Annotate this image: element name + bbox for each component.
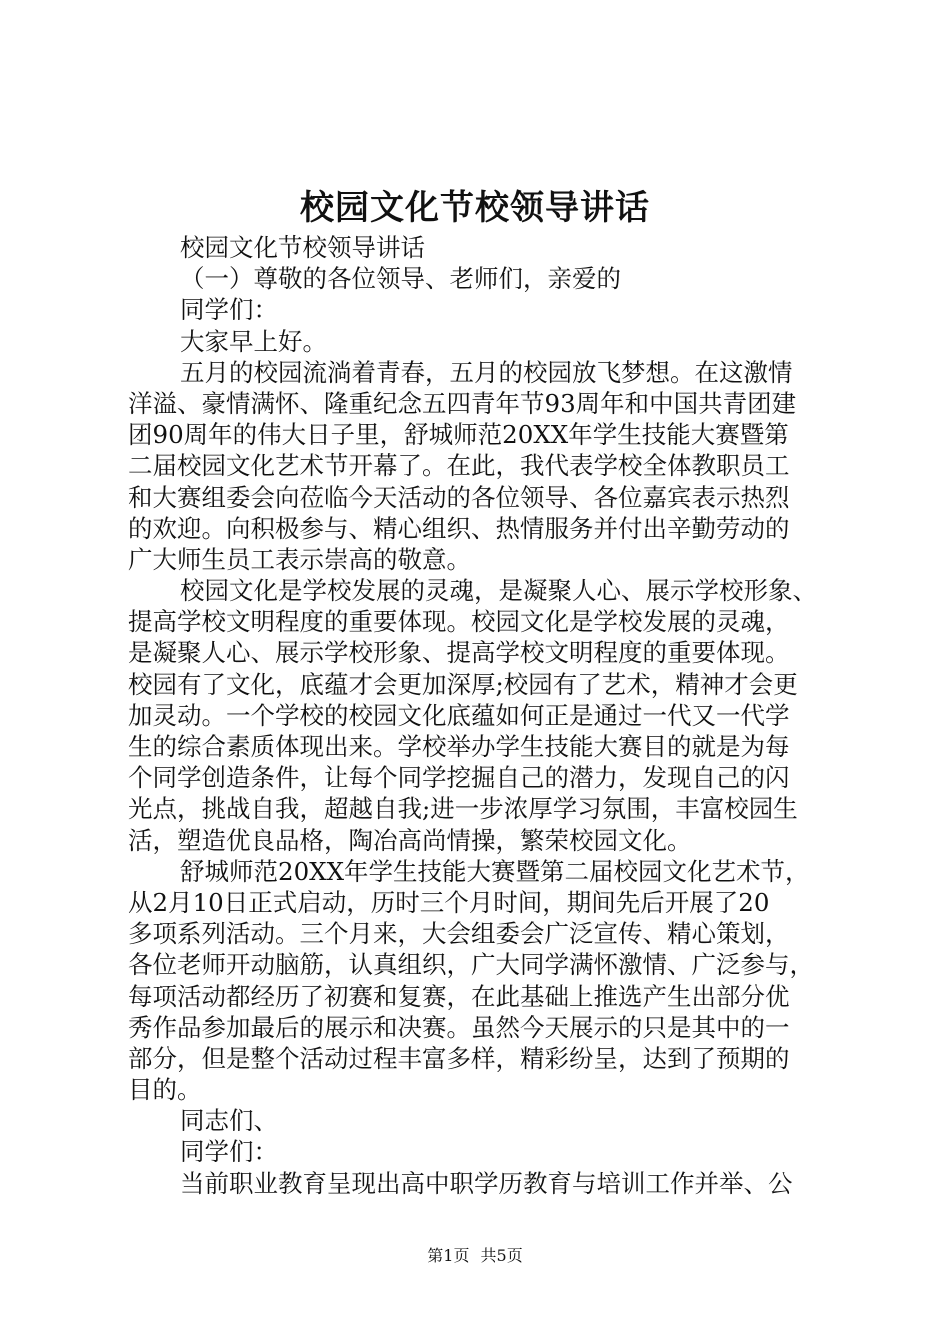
body-line: 的欢迎。向积极参与、精心组织、热情服务并付出辛勤劳动的 [128, 513, 790, 543]
body-line: 团90周年的伟大日子里，舒城师范20XX年学生技能大赛暨第 [128, 420, 789, 450]
body-line: 同学们： [180, 295, 278, 325]
body-line: 同学们： [180, 1137, 278, 1167]
body-line: 广大师生员工表示崇高的敬意。 [128, 544, 471, 574]
body-line: 个同学创造条件，让每个同学挖掘自己的潜力，发现自己的闪 [128, 763, 790, 793]
body-line: 提高学校文明程度的重要体现。校园文化是学校发展的灵魂， [128, 607, 790, 637]
body-line: 各位老师开动脑筋，认真组织，广大同学满怀激情、广泛参与， [128, 950, 814, 980]
body-line: 舒城师范20XX年学生技能大赛暨第二届校园文化艺术节， [180, 856, 810, 886]
body-line: 二届校园文化艺术节开幕了。在此，我代表学校全体教职员工 [128, 451, 790, 481]
body-line: 当前职业教育呈现出高中职学历教育与培训工作并举、公 [180, 1168, 793, 1198]
body-line: 大家早上好。 [180, 326, 327, 356]
body-line: 生的综合素质体现出来。学校举办学生技能大赛目的就是为每 [128, 732, 790, 761]
body-line: 光点，挑战自我，超越自我;进一步浓厚学习氛围，丰富校园生 [128, 794, 798, 824]
body-line: （一）尊敬的各位领导、老师们，亲爱的 [180, 264, 621, 294]
document-title: 校园文化节校领导讲话 [300, 188, 650, 228]
body-line: 部分，但是整个活动过程丰富多样，精彩纷呈，达到了预期的 [128, 1043, 790, 1073]
body-line: 是凝聚人心、展示学校形象、提高学校文明程度的重要体现。 [128, 638, 790, 668]
body-line: 校园有了文化，底蕴才会更加深厚;校园有了艺术，精神才会更 [128, 669, 798, 699]
body-line: 活，塑造优良品格，陶冶高尚情操，繁荣校园文化。 [128, 825, 692, 855]
body-line: 五月的校园流淌着青春，五月的校园放飞梦想。在这激情 [180, 357, 793, 387]
body-line: 从2月10日正式启动，历时三个月时间，期间先后开展了20 [128, 887, 770, 917]
body-line: 校园文化节校领导讲话 [180, 233, 425, 262]
page-footer [0, 1246, 950, 1266]
page-total: 共5页 [480, 1246, 523, 1265]
body-line: 洋溢、豪情满怀、隆重纪念五四青年节93周年和中国共青团建 [128, 388, 797, 418]
body-line: 同志们、 [180, 1106, 278, 1136]
document-body [128, 232, 840, 1199]
body-line: 多项系列活动。三个月来，大会组委会广泛宣传、精心策划， [128, 919, 790, 949]
body-line: 秀作品参加最后的展示和决赛。虽然今天展示的只是其中的一 [128, 1012, 790, 1042]
body-line: 和大赛组委会向莅临今天活动的各位领导、各位嘉宾表示热烈 [128, 482, 790, 512]
page-number: 第1页 [427, 1246, 470, 1265]
body-line: 加灵动。一个学校的校园文化底蕴如何正是通过一代又一代学 [128, 700, 790, 730]
body-line: 每项活动都经历了初赛和复赛，在此基础上推选产生出部分优 [128, 981, 790, 1011]
body-line: 目的。 [128, 1075, 202, 1105]
body-line: 校园文化是学校发展的灵魂，是凝聚人心、展示学校形象、 [180, 576, 817, 606]
